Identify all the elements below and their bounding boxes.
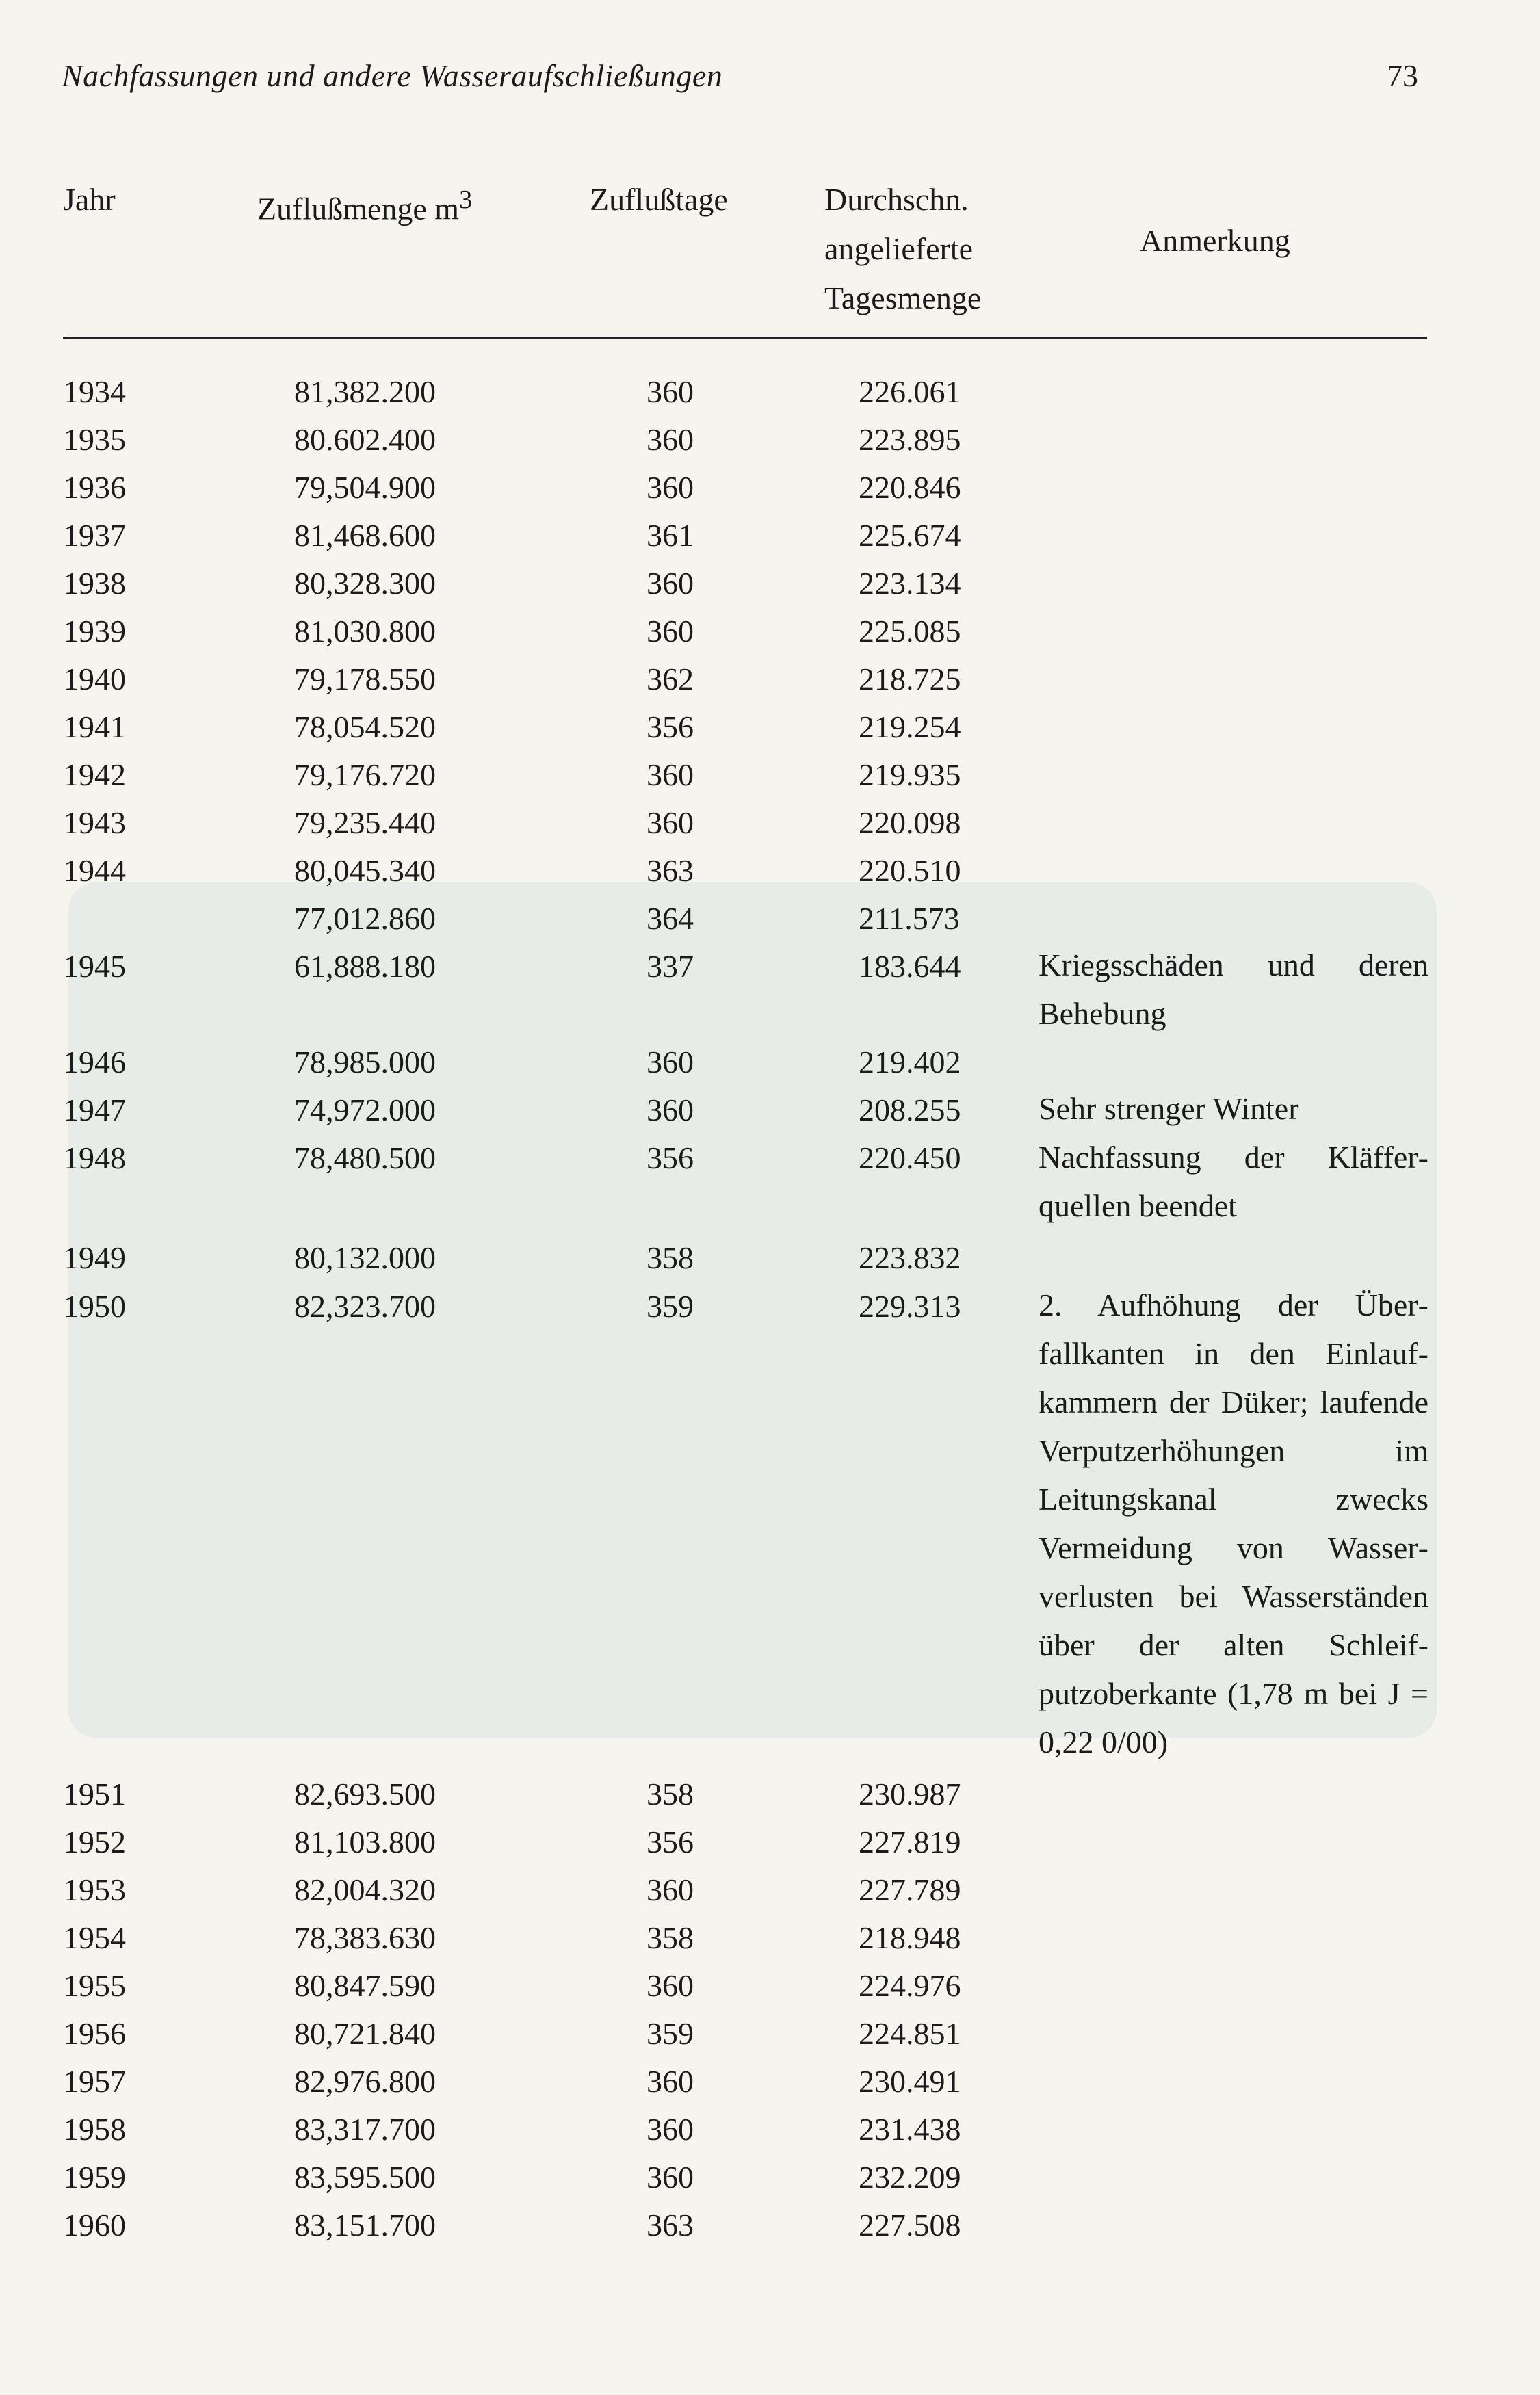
cell-average: 223.895	[859, 422, 961, 457]
cell-inflow: 81,382.200	[294, 374, 436, 409]
cell-days: 360	[647, 422, 694, 457]
cell-inflow: 80,045.340	[294, 853, 436, 888]
table-row	[0, 415, 1540, 464]
cell-days: 364	[647, 901, 694, 936]
cell-days: 360	[647, 757, 694, 792]
cell-year: 1960	[63, 2208, 126, 2242]
cell-average: 183.644	[859, 949, 961, 984]
cell-inflow: 82,976.800	[294, 2064, 436, 2099]
cell-year: 1947	[63, 1092, 126, 1127]
header-rule	[63, 337, 1427, 339]
cell-year: 1945	[63, 949, 126, 984]
cell-year: 1934	[63, 374, 126, 409]
cell-days: 356	[647, 1140, 694, 1175]
cell-inflow: 80,328.300	[294, 566, 436, 601]
cell-days: 360	[647, 1968, 694, 2003]
cell-year: 1942	[63, 757, 126, 792]
table-row	[0, 798, 1540, 848]
cell-year: 1949	[63, 1240, 126, 1275]
cell-average: 218.725	[859, 662, 961, 696]
cell-average: 226.061	[859, 374, 961, 409]
table-row	[0, 463, 1540, 512]
table-row	[0, 1818, 1540, 1867]
cell-year: 1944	[63, 853, 126, 888]
cell-days: 363	[647, 853, 694, 888]
cell-average: 224.976	[859, 1968, 961, 2003]
cell-year: 1935	[63, 422, 126, 457]
cell-days: 360	[647, 2112, 694, 2147]
cell-year: 1937	[63, 518, 126, 553]
cell-inflow: 83,151.700	[294, 2208, 436, 2242]
cell-average: 230.491	[859, 2064, 961, 2099]
cell-inflow: 61,888.180	[294, 949, 436, 984]
cell-inflow: 80,132.000	[294, 1240, 436, 1275]
cell-days: 360	[647, 1045, 694, 1079]
table-row	[0, 1961, 1540, 2011]
cell-inflow: 83,595.500	[294, 2160, 436, 2195]
cell-inflow: 78,480.500	[294, 1140, 436, 1175]
cell-average: 219.402	[859, 1045, 961, 1079]
header-average-line-3: Tagesmenge	[824, 280, 982, 315]
cell-days: 363	[647, 2208, 694, 2242]
cell-year: 1950	[63, 1289, 126, 1324]
cell-days: 360	[647, 470, 694, 505]
note-1945: Kriegsschäden und deren Behebung	[1039, 947, 1428, 1031]
cell-average: 223.832	[859, 1240, 961, 1275]
cell-days: 360	[647, 2160, 694, 2195]
table-row	[0, 2153, 1540, 2202]
cell-days: 362	[647, 662, 694, 696]
cell-days: 360	[647, 614, 694, 649]
cell-inflow: 79,504.900	[294, 470, 436, 505]
table-row	[0, 894, 1540, 943]
cell-days: 337	[647, 949, 694, 984]
table-row	[0, 607, 1540, 656]
table-row	[0, 846, 1540, 895]
cell-inflow: 78,054.520	[294, 709, 436, 744]
table-row	[0, 703, 1540, 752]
cell-year: 1951	[63, 1777, 126, 1811]
cell-inflow: 83,317.700	[294, 2112, 436, 2147]
cell-average: 227.789	[859, 1872, 961, 1907]
note-1947: Sehr strenger Winter	[1039, 1091, 1299, 1126]
cell-inflow: 80.602.400	[294, 422, 436, 457]
cell-inflow: 74,972.000	[294, 1092, 436, 1127]
cell-year: 1946	[63, 1045, 126, 1079]
table-row	[0, 1866, 1540, 1915]
cell-year: 1941	[63, 709, 126, 744]
note-1950: 2. Aufhöhung der Überfallkanten in den Einlaufkammern der Düker; laufende Verputzerhöhungen im Leitungskanal zwecks Vermeidung von Wasserverlusten bei Wasserständen über der alten Schleifputzoberkante (1,78 m bei J = 0,22 0/00)	[1039, 1287, 1428, 1759]
cell-average: 230.987	[859, 1777, 961, 1811]
cell-average: 220.510	[859, 853, 961, 888]
cell-average: 218.948	[859, 1920, 961, 1955]
cell-inflow: 82,004.320	[294, 1872, 436, 1907]
cell-year: 1948	[63, 1140, 126, 1175]
cell-average: 229.313	[859, 1289, 961, 1324]
table-row	[0, 1913, 1540, 1963]
running-head: Nachfassungen und andere Wasseraufschließungen	[62, 58, 723, 93]
cell-days: 358	[647, 1240, 694, 1275]
cell-average: 223.134	[859, 566, 961, 601]
cell-inflow: 78,985.000	[294, 1045, 436, 1079]
table-row	[0, 2009, 1540, 2058]
header-inflow-unit: 3	[459, 185, 473, 214]
table-row	[0, 559, 1540, 608]
cell-inflow: 79,178.550	[294, 662, 436, 696]
cell-average: 231.438	[859, 2112, 961, 2147]
header-average-line-2: angelieferte	[824, 231, 974, 266]
table-row	[0, 1770, 1540, 1819]
header-year: Jahr	[63, 182, 116, 217]
cell-inflow: 79,176.720	[294, 757, 436, 792]
cell-days: 360	[647, 1092, 694, 1127]
note-1948: Nachfassung der Kläfferquellen beendet	[1039, 1140, 1428, 1223]
cell-inflow: 77,012.860	[294, 901, 436, 936]
table-row	[0, 2105, 1540, 2154]
cell-average: 220.450	[859, 1140, 961, 1175]
cell-days: 356	[647, 709, 694, 744]
cell-inflow: 81,468.600	[294, 518, 436, 553]
header-inflow-label: Zuflußmenge m	[257, 191, 460, 226]
cell-year: 1959	[63, 2160, 126, 2195]
cell-average: 220.098	[859, 805, 961, 840]
table-row	[0, 750, 1540, 800]
cell-year: 1952	[63, 1824, 126, 1859]
cell-year: 1939	[63, 614, 126, 649]
table-row	[0, 1233, 1540, 1283]
cell-days: 358	[647, 1777, 694, 1811]
cell-inflow: 80,847.590	[294, 1968, 436, 2003]
cell-days: 360	[647, 805, 694, 840]
cell-average: 225.674	[859, 518, 961, 553]
cell-year: 1955	[63, 1968, 126, 2003]
cell-days: 360	[647, 566, 694, 601]
cell-days: 360	[647, 1872, 694, 1907]
cell-inflow: 81,030.800	[294, 614, 436, 649]
cell-average: 227.819	[859, 1824, 961, 1859]
cell-average: 208.255	[859, 1092, 961, 1127]
cell-average: 219.254	[859, 709, 961, 744]
cell-days: 360	[647, 2064, 694, 2099]
cell-year: 1958	[63, 2112, 126, 2147]
cell-average: 225.085	[859, 614, 961, 649]
cell-year: 1936	[63, 470, 126, 505]
cell-average: 211.573	[859, 901, 960, 936]
table-row	[0, 2201, 1540, 2250]
cell-average: 220.846	[859, 470, 961, 505]
cell-inflow: 78,383.630	[294, 1920, 436, 1955]
header-note: Anmerkung	[1140, 223, 1290, 258]
cell-days: 359	[647, 1289, 694, 1324]
cell-inflow: 80,721.840	[294, 2016, 436, 2051]
cell-inflow: 79,235.440	[294, 805, 436, 840]
cell-average: 232.209	[859, 2160, 961, 2195]
page-number: 73	[1387, 58, 1418, 93]
cell-average: 227.508	[859, 2208, 961, 2242]
cell-days: 359	[647, 2016, 694, 2051]
table-row	[0, 655, 1540, 704]
table-row	[0, 1038, 1540, 1087]
cell-year: 1953	[63, 1872, 126, 1907]
cell-days: 356	[647, 1824, 694, 1859]
cell-year: 1943	[63, 805, 126, 840]
cell-days: 358	[647, 1920, 694, 1955]
cell-year: 1940	[63, 662, 126, 696]
cell-year: 1957	[63, 2064, 126, 2099]
cell-days: 360	[647, 374, 694, 409]
header-average	[824, 175, 981, 323]
header-average-line-1: Durchschn.	[824, 182, 969, 217]
cell-inflow: 82,323.700	[294, 1289, 436, 1324]
table-row	[0, 511, 1540, 560]
table-row	[0, 367, 1540, 417]
header-inflow	[257, 175, 472, 233]
table-row	[0, 2057, 1540, 2106]
cell-inflow: 81,103.800	[294, 1824, 436, 1859]
cell-year: 1954	[63, 1920, 126, 1955]
cell-year: 1956	[63, 2016, 126, 2051]
header-days: Zuflußtage	[590, 182, 728, 217]
cell-average: 224.851	[859, 2016, 961, 2051]
cell-inflow: 82,693.500	[294, 1777, 436, 1811]
cell-average: 219.935	[859, 757, 961, 792]
cell-days: 361	[647, 518, 694, 553]
cell-year: 1938	[63, 566, 126, 601]
